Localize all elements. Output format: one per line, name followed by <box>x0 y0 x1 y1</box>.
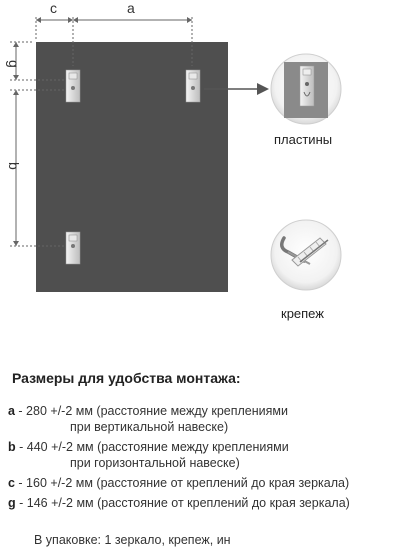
mounting-heading: Размеры для удобства монтажа: <box>12 370 241 386</box>
dimension-continuation: при горизонтальной навеске) <box>70 456 240 470</box>
dimension-g <box>8 495 350 511</box>
dimension-key: g <box>8 496 16 510</box>
dimensions-list <box>8 403 350 515</box>
label-b: b <box>6 162 22 170</box>
caption-fasteners: крепеж <box>281 306 324 321</box>
dimension-text: - 146 +/-2 мм (расстояние от креплений до края зеркала) <box>15 496 350 510</box>
plate-detail-bubble <box>271 54 341 124</box>
dimension-key: c <box>8 476 15 490</box>
bracket-bottom-left <box>66 232 80 264</box>
label-a: a <box>127 0 135 16</box>
dimension-b <box>8 439 350 471</box>
dimension-key: a <box>8 404 15 418</box>
fastener-detail-bubble <box>271 220 341 290</box>
dimension-a <box>8 403 350 435</box>
package-contents: В упаковке: 1 зеркало, крепеж, ин <box>34 533 231 547</box>
dimension-continuation: при вертикальной навеске) <box>70 420 229 434</box>
dimension-key: b <box>8 440 16 454</box>
bracket-top-right <box>186 70 200 102</box>
dimension-text: - 280 +/-2 мм (расстояние между креплениями <box>14 404 288 418</box>
dimension-text: - 440 +/-2 мм (расстояние между креплениями <box>15 440 289 454</box>
caption-plates: пластины <box>274 132 333 147</box>
bracket-top-left <box>66 70 80 102</box>
label-g: g <box>6 60 22 68</box>
dimension-text: - 160 +/-2 мм (расстояние от креплений до края зеркала) <box>14 476 350 490</box>
dimension-c <box>8 475 350 491</box>
label-c: c <box>50 0 57 16</box>
